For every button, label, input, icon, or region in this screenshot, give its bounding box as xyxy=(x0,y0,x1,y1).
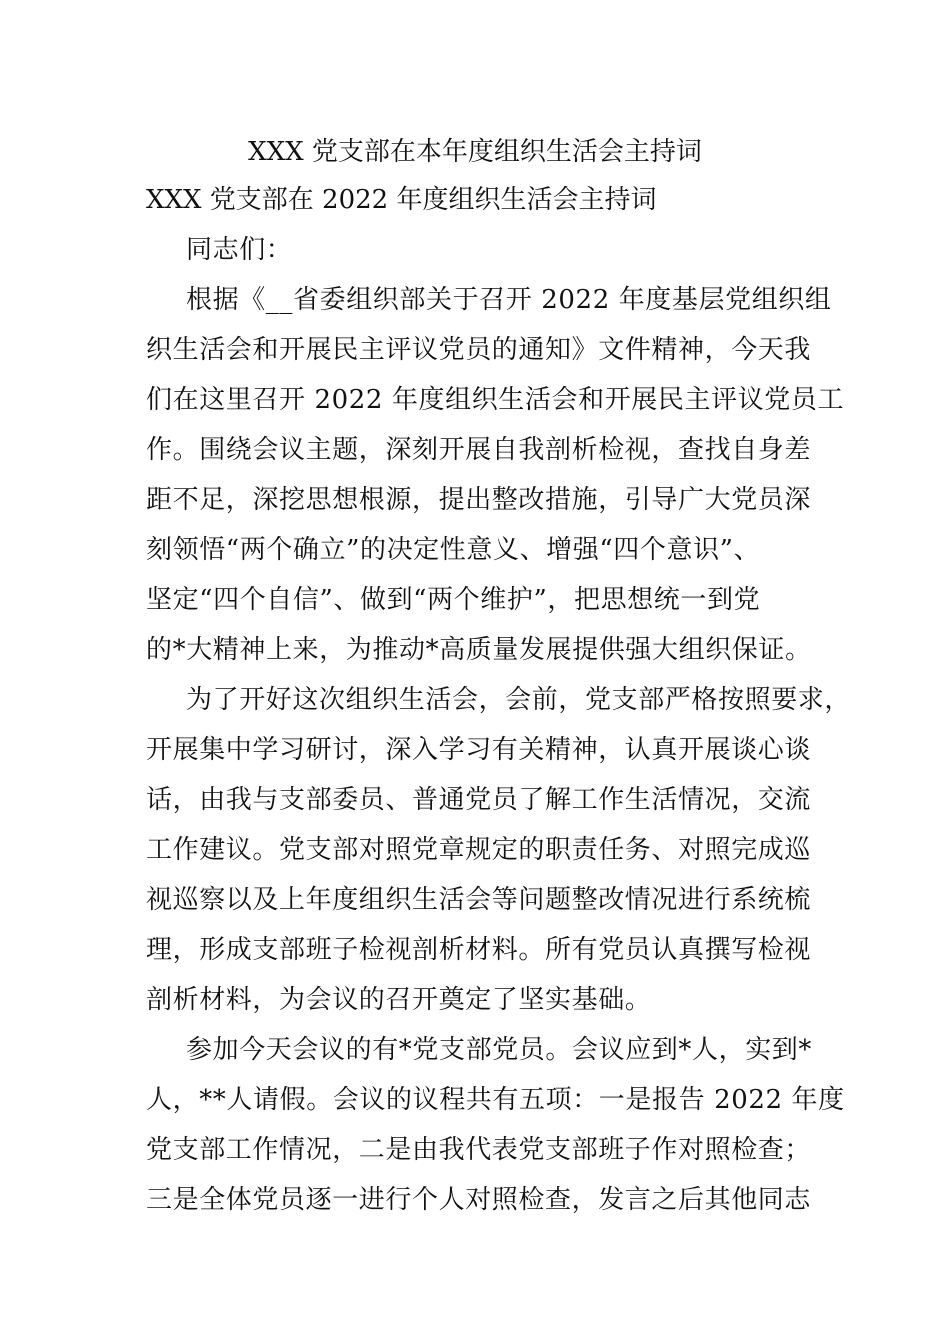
paragraph3-line: 党支部工作情况，二是由我代表党支部班子作对照检查； xyxy=(146,1135,812,1165)
paragraph2-line: 理，形成支部班子检视剖析材料。所有党员认真撰写检视 xyxy=(146,935,812,965)
paragraph1-line: 根据《__省委组织部关于召开 2022 年度基层党组织组 xyxy=(186,285,832,315)
document-subtitle: XXX 党支部在 2022 年度组织生活会主持词 xyxy=(146,185,657,215)
paragraph1-line: 距不足，深挖思想根源，提出整改措施，引导广大党员深 xyxy=(146,485,812,515)
paragraph2-line: 工作建议。党支部对照党章规定的职责任务、对照完成巡 xyxy=(146,835,812,865)
greeting: 同志们： xyxy=(186,235,293,265)
paragraph1-line: 坚定“四个自信”、做到“两个维护”，把思想统一到党 xyxy=(146,585,761,615)
paragraph2-line: 为了开好这次组织生活会，会前，党支部严格按照要求， xyxy=(186,685,852,715)
paragraph3-line: 参加今天会议的有*党支部党员。会议应到*人，实到* xyxy=(186,1035,813,1065)
paragraph1-line: 织生活会和开展民主评议党员的通知》文件精神，今天我 xyxy=(146,335,812,365)
document-title: XXX 党支部在本年度组织生活会主持词 xyxy=(248,137,702,167)
paragraph3-line: 人，**人请假。会议的议程共有五项：一是报告 2022 年度 xyxy=(146,1085,845,1115)
paragraph1-line: 们在这里召开 2022 年度组织生活会和开展民主评议党员工 xyxy=(146,385,845,415)
paragraph3-line: 三是全体党员逐一进行个人对照检查，发言之后其他同志 xyxy=(146,1185,812,1215)
paragraph1-line: 刻领悟“两个确立”的决定性意义、增强“四个意识”、 xyxy=(146,535,761,565)
paragraph2-line: 视巡察以及上年度组织生活会等问题整改情况进行系统梳 xyxy=(146,885,812,915)
paragraph2-line: 话，由我与支部委员、普通党员了解工作生活情况，交流 xyxy=(146,785,812,815)
paragraph2-line: 剖析材料，为会议的召开奠定了坚实基础。 xyxy=(146,985,652,1015)
paragraph2-line: 开展集中学习研讨，深入学习有关精神，认真开展谈心谈 xyxy=(146,735,812,765)
paragraph1-line: 的*大精神上来，为推动*高质量发展提供强大组织保证。 xyxy=(146,635,812,665)
paragraph1-line: 作。围绕会议主题，深刻开展自我剖析检视，查找自身差 xyxy=(146,435,812,465)
